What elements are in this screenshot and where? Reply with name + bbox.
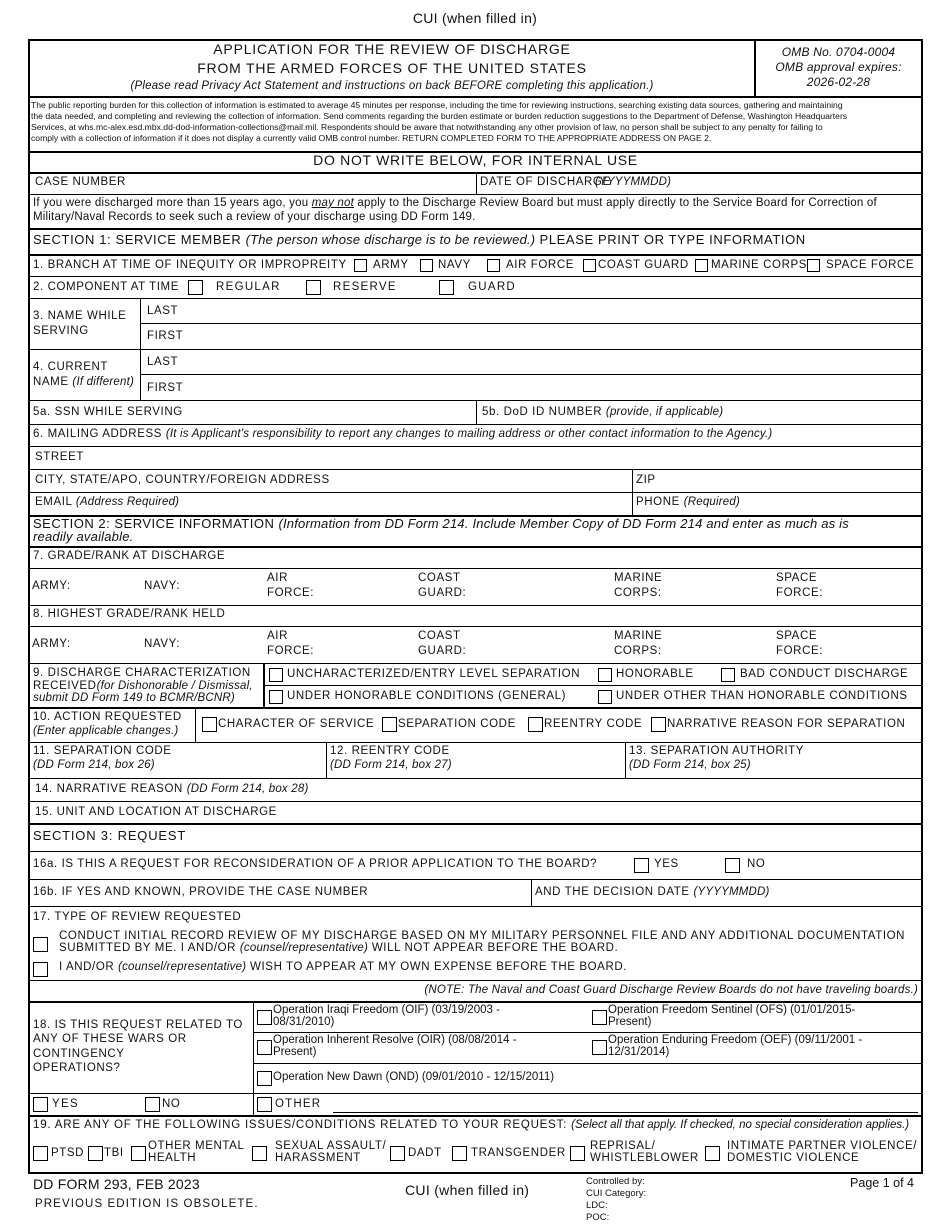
discharge-notice-line1: If you were discharged more than 15 years ago, you may not apply to the Discharge Review Board but must apply directly to the Service Board for Correction of [33,197,877,209]
op-oef-label: Operation Enduring Freedom (OEF) (09/11/2001 - [608,1034,863,1046]
page-number: Page 1 of 4 [850,1176,914,1190]
op-oir-label: Operation Inherent Resolve (OIR) (08/08/2014 - [273,1034,517,1046]
component-guard-label: GUARD [468,281,517,293]
email-field[interactable] [30,493,630,515]
spaceforce-grade-label: SPACE [776,572,818,584]
divider [476,173,477,194]
divider [29,254,922,256]
branch-coast-guard-checkbox[interactable] [583,259,596,272]
street-field[interactable] [30,447,920,468]
divider [29,1115,922,1117]
divider [29,1093,922,1094]
burden-line4: comply with a collection of information if it does not display a currently valid OMB control number. RETURN COMPLETED FORM TO THE APPROPRIATE ADDRESS ON PAGE 2. [31,133,712,143]
op-other-input-line[interactable] [333,1112,918,1113]
spaceforce-grade-label-2: FORCE: [776,587,824,599]
q18-yes-label: YES [52,1098,79,1110]
branch-space-force-label: SPACE FORCE [826,259,915,271]
issue-sexual-assault-label: SEXUAL ASSAULT/ [275,1140,387,1152]
divider [29,980,922,981]
divider [29,546,922,548]
ldc: LDC: [586,1200,608,1211]
ssn-label: 5a. SSN WHILE SERVING [33,406,183,418]
branch-label: 1. BRANCH AT TIME OF INEQUITY OR IMPROPREITY [33,259,347,271]
date-of-discharge-label: DATE OF DISCHARGE [480,176,611,188]
form-id: DD FORM 293, FEB 2023 [33,1176,200,1192]
q16b-case-number-field[interactable] [30,880,530,905]
issue-sexual-assault-label-2: HARASSMENT [275,1152,361,1164]
branch-army-checkbox[interactable] [354,259,367,272]
op-ofs-label: Operation Freedom Sentinel (OFS) (01/01/2015- [608,1004,856,1016]
branch-marine-corps-label: MARINE CORPS [711,259,808,271]
zip-label: ZIP [636,474,656,486]
separation-authority-label: 13. SEPARATION AUTHORITY [629,745,805,757]
branch-marine-corps-checkbox[interactable] [695,259,708,272]
phone-field[interactable] [634,493,921,515]
grade-discharge-row[interactable] [30,569,920,605]
current-name-last-field[interactable] [141,350,921,374]
q16b-date-label: AND THE DECISION DATE (YYYYMMDD) [535,886,770,898]
name-serving-label-2: SERVING [33,325,89,337]
char-general-label: UNDER HONORABLE CONDITIONS (GENERAL) [287,690,567,702]
issue-ptsd-label: PTSD [51,1147,85,1159]
divider [29,906,922,907]
divider [254,1063,922,1064]
issue-reprisal-label-2: WHISTLEBLOWER [590,1152,699,1164]
issue-transgender-label: TRANSGENDER [471,1147,566,1159]
coastguard-grade-label-2: GUARD: [418,587,467,599]
airforce-grade-label: AIR [267,572,288,584]
issue-ipv-label: INTIMATE PARTNER VIOLENCE/ [727,1140,918,1152]
q19-label: 19. ARE ANY OF THE FOLLOWING ISSUES/CONDITIONS RELATED TO YOUR REQUEST: (Select all that apply. If checked, no special consideration applies.) [33,1119,910,1131]
op-oif-label-2: 08/31/2010) [273,1016,335,1028]
branch-coast-guard-label: COAST GUARD [598,259,689,271]
city-label: CITY, STATE/APO, COUNTRY/FOREIGN ADDRESS [35,474,330,486]
issue-ptsd-checkbox[interactable] [33,1146,48,1161]
traveling-boards-note: (NOTE: The Naval and Coast Guard Discharge Review Boards do not have traveling boards.) [424,984,918,996]
action-reentry-code-checkbox[interactable] [528,717,543,732]
char-honorable-label: HONORABLE [616,668,694,680]
last-label: LAST [147,305,179,317]
marine-grade-label-2: CORPS: [614,645,662,657]
form-title-line2: FROM THE ARMED FORCES OF THE UNITED STATES [197,60,587,76]
q16b-decision-date-field[interactable] [533,880,921,905]
first-label: FIRST [147,330,184,342]
name-serving-label-1: 3. NAME WHILE [33,310,127,322]
action-separation-code-checkbox[interactable] [382,717,397,732]
q18-yes-checkbox[interactable] [33,1097,48,1112]
divider [29,228,922,230]
divider [476,400,477,424]
section3-title: SECTION 3: REQUEST [33,828,187,843]
dod-id-label: 5b. DoD ID NUMBER (provide, if applicable) [482,406,724,418]
airforce-grade-label: AIR [267,630,288,642]
op-other-label: OTHER [275,1098,322,1110]
issue-ipv-checkbox[interactable] [705,1146,720,1161]
section2-title-line2: readily available. [33,529,134,544]
case-number-label: CASE NUMBER [35,176,126,188]
name-serving-first-field[interactable] [141,324,921,348]
coastguard-grade-label: COAST [418,572,461,584]
omb-expires-date: 2026-02-28 [806,75,871,89]
street-label: STREET [35,451,84,463]
characterization-label-3: submit DD Form 149 to BCMR/BCNR) [33,692,235,704]
navy-grade-label: NAVY: [144,638,181,650]
cui-marking-bottom: CUI (when filled in) [405,1182,530,1198]
action-requested-label: 10. ACTION REQUESTED [33,711,182,723]
city-field[interactable] [30,470,630,491]
q18-label-1: 18. IS THIS REQUEST RELATED TO [33,1019,243,1031]
q16a-no-checkbox[interactable] [725,858,740,873]
q18-no-label: NO [162,1098,181,1110]
reentry-code-label: 12. REENTRY CODE [330,745,450,757]
divider [29,96,922,98]
char-bad-conduct-checkbox[interactable] [721,668,735,682]
grade-highest-row[interactable] [30,627,920,663]
controlled-by: Controlled by: [586,1176,645,1187]
component-reserve-label: RESERVE [333,281,397,293]
q17-label: 17. TYPE OF REVIEW REQUESTED [33,911,242,923]
component-guard-checkbox[interactable] [439,280,454,295]
issue-mental-health-label: OTHER MENTAL [148,1140,245,1152]
q18-label-3: CONTINGENCY [33,1048,125,1060]
email-label: EMAIL (Address Required) [35,496,180,508]
case-number-field[interactable] [35,173,475,194]
grade-highest-label: 8. HIGHEST GRADE/RANK HELD [33,608,226,620]
char-uncharacterized-label: UNCHARACTERIZED/ENTRY LEVEL SEPARATION [287,668,581,680]
op-ond-label: Operation New Dawn (OND) (09/01/2010 - 12/15/2011) [273,1071,555,1083]
section2-title: SECTION 2: SERVICE INFORMATION (Information from DD Form 214. Include Member Copy of DD Form 214 and enter as much as is [33,516,849,531]
divider [264,685,922,686]
component-label: 2. COMPONENT AT TIME [33,281,179,293]
airforce-grade-label-2: FORCE: [267,645,315,657]
action-requested-hint: (Enter applicable changes.) [33,725,179,737]
action-narrative-label: NARRATIVE REASON FOR SEPARATION [667,718,906,730]
q17-personal-appearance-label: I AND/OR (counsel/representative) WISH TO APPEAR AT MY OWN EXPENSE BEFORE THE BOARD. [59,961,628,973]
component-regular-checkbox[interactable] [188,280,203,295]
narrative-reason-field[interactable] [30,779,920,800]
discharge-notice-line2: Military/Naval Records to seek such a review of your discharge using DD Form 149. [33,211,476,223]
unit-location-field[interactable] [30,802,920,823]
divider [253,1002,254,1116]
op-ond-checkbox[interactable] [257,1071,272,1086]
divider [29,194,922,195]
q18-label-2: ANY OF THESE WARS OR [33,1033,187,1045]
burden-line2: the data needed, and completing and reviewing the collection of information. Send comments regarding the burden estimate or burden reduction suggestions to the Department of Defense, Washington Headquarters [31,111,848,121]
op-ofs-label-2: Present) [608,1016,652,1028]
narrative-reason-label: 14. NARRATIVE REASON (DD Form 214, box 28) [35,783,309,795]
issue-transgender-checkbox[interactable] [452,1146,467,1161]
char-oth-label: UNDER OTHER THAN HONORABLE CONDITIONS [616,690,908,702]
issue-reprisal-checkbox[interactable] [570,1146,585,1161]
branch-navy-checkbox[interactable] [420,259,433,272]
separation-code-label: 11. SEPARATION CODE [33,745,172,757]
issue-mental-health-checkbox[interactable] [131,1146,146,1161]
first-label: FIRST [147,382,184,394]
marine-grade-label: MARINE [614,572,663,584]
reentry-code-note: (DD Form 214, box 27) [330,759,452,771]
op-oif-label: Operation Iraqi Freedom (OIF) (03/19/2003 - [273,1004,500,1016]
cui-category: CUI Category: [586,1188,647,1199]
omb-expires-label: OMB approval expires: [775,60,902,74]
navy-grade-label: NAVY: [144,580,181,592]
q17-record-review-line1: CONDUCT INITIAL RECORD REVIEW OF MY DISCHARGE BASED ON MY MILITARY PERSONNEL FILE AND ANY ADDITIONAL DOCUMENTATION [59,930,906,942]
mailing-address-label: 6. MAILING ADDRESS (It is Applicant's responsibility to report any changes to mailing address or other contact information to the Agency.) [33,428,773,440]
char-general-checkbox[interactable] [269,690,283,704]
spaceforce-grade-label-2: FORCE: [776,645,824,657]
current-name-first-field[interactable] [141,375,921,399]
divider [29,424,922,425]
q18-no-checkbox[interactable] [145,1097,160,1112]
current-name-label-1: 4. CURRENT [33,361,109,373]
q17-personal-appearance-checkbox[interactable] [33,962,48,977]
divider [531,879,532,906]
action-reentry-code-label: REENTRY CODE [544,718,643,730]
date-of-discharge-field[interactable] [478,173,921,194]
q16a-label: 16a. IS THIS A REQUEST FOR RECONSIDERATION OF A PRIOR APPLICATION TO THE BOARD? [33,858,598,870]
divider [625,742,626,778]
divider [29,851,922,852]
q17-record-review-checkbox[interactable] [33,937,48,952]
branch-air-force-checkbox[interactable] [487,259,500,272]
issue-tbi-checkbox[interactable] [88,1146,103,1161]
obsolete-notice: PREVIOUS EDITION IS OBSOLETE. [35,1198,259,1210]
characterization-label-1: 9. DISCHARGE CHARACTERIZATION [33,667,251,679]
zip-field[interactable] [634,470,921,491]
marine-grade-label: MARINE [614,630,663,642]
q18-label-4: OPERATIONS? [33,1062,121,1074]
characterization-label-2: RECEIVED(for Dishonorable / Dismissal, [33,680,253,692]
q16a-yes-label: YES [654,858,679,870]
branch-space-force-checkbox[interactable] [807,259,820,272]
op-oef-label-2: 12/31/2014) [608,1046,670,1058]
section1-title: SECTION 1: SERVICE MEMBER (The person whose discharge is to be reviewed.) PLEASE PRINT OR TYPE INFORMATION [33,232,806,247]
divider [195,708,196,742]
separation-authority-note: (DD Form 214, box 25) [629,759,751,771]
reentry-code-field[interactable] [328,743,623,778]
airforce-grade-label-2: FORCE: [267,587,315,599]
char-bad-conduct-label: BAD CONDUCT DISCHARGE [740,668,909,680]
divider [29,1001,922,1003]
component-regular-label: REGULAR [216,281,281,293]
grade-discharge-label: 7. GRADE/RANK AT DISCHARGE [33,550,226,562]
issue-tbi-label: TBI [104,1147,124,1159]
q16a-yes-checkbox[interactable] [634,858,649,873]
dod-id-field[interactable] [478,401,921,424]
omb-number: OMB No. 0704-0004 [781,45,896,59]
internal-use-heading: DO NOT WRITE BELOW, FOR INTERNAL USE [313,152,638,168]
char-oth-checkbox[interactable] [598,690,612,704]
op-oir-label-2: Present) [273,1046,317,1058]
divider [254,1032,922,1033]
issue-sexual-assault-checkbox[interactable] [252,1146,267,1161]
divider [29,663,922,664]
op-ofs-checkbox[interactable] [592,1010,607,1025]
issue-reprisal-label: REPRISAL/ [590,1140,656,1152]
op-other-checkbox[interactable] [257,1097,272,1112]
name-serving-last-field[interactable] [141,299,921,323]
burden-line3: Services, at whs.mc-alex.esd.mbx.dd-dod-information-collections@mail.mil. Respondents should be aware that notwithstanding any other provision of law, no person shall be subject to any penalty for failing to [31,122,823,132]
poc: POC: [586,1212,610,1223]
divider [29,276,922,277]
divider [29,707,922,709]
unit-location-label: 15. UNIT AND LOCATION AT DISCHARGE [35,806,277,818]
action-character-label: CHARACTER OF SERVICE [218,718,375,730]
action-narrative-checkbox[interactable] [651,717,666,732]
branch-navy-label: NAVY [438,259,471,271]
date-format-hint: (YYYYMMDD) [595,176,672,188]
char-uncharacterized-checkbox[interactable] [269,668,283,682]
form-subtitle: (Please read Privacy Act Statement and instructions on back BEFORE completing this application.) [130,80,654,92]
separation-code-note: (DD Form 214, box 26) [33,759,155,771]
issue-dadt-checkbox[interactable] [390,1146,405,1161]
op-oef-checkbox[interactable] [592,1040,607,1055]
form-title-line1: APPLICATION FOR THE REVIEW OF DISCHARGE [213,41,571,57]
ssn-field[interactable] [30,401,475,424]
component-reserve-checkbox[interactable] [306,280,321,295]
branch-army-label: ARMY [373,259,409,271]
branch-air-force-label: AIR FORCE [506,259,575,271]
separation-authority-field[interactable] [627,743,921,778]
army-grade-label: ARMY: [32,580,71,592]
coastguard-grade-label-2: GUARD: [418,645,467,657]
issue-dadt-label: DADT [408,1147,442,1159]
phone-label: PHONE (Required) [636,496,741,508]
action-character-checkbox[interactable] [202,717,217,732]
divider [29,823,922,825]
q17-record-review-line2: SUBMITTED BY ME. I AND/OR (counsel/representative) WILL NOT APPEAR BEFORE THE BOARD. [59,942,619,954]
issue-mental-health-label-2: HEALTH [148,1152,197,1164]
q16b-label: 16b. IF YES AND KNOWN, PROVIDE THE CASE NUMBER [33,886,369,898]
coastguard-grade-label: COAST [418,630,461,642]
op-oif-checkbox[interactable] [257,1010,272,1025]
spaceforce-grade-label: SPACE [776,630,818,642]
current-name-label-2: NAME (If different) [33,376,135,388]
divider [326,742,327,778]
q16a-no-label: NO [747,858,766,870]
cui-marking-top: CUI (when filled in) [412,10,538,26]
op-oir-checkbox[interactable] [257,1040,272,1055]
last-label: LAST [147,356,179,368]
burden-line1: The public reporting burden for this collection of information is estimated to average 45 minutes per response, including the time for reviewing instructions, searching existing data sources, gathering and maintaining [31,100,843,110]
separation-code-field[interactable] [30,743,325,778]
issue-ipv-label-2: DOMESTIC VIOLENCE [727,1152,860,1164]
army-grade-label: ARMY: [32,638,71,650]
divider [29,605,922,606]
action-separation-code-label: SEPARATION CODE [398,718,516,730]
marine-grade-label-2: CORPS: [614,587,662,599]
char-honorable-checkbox[interactable] [598,668,612,682]
